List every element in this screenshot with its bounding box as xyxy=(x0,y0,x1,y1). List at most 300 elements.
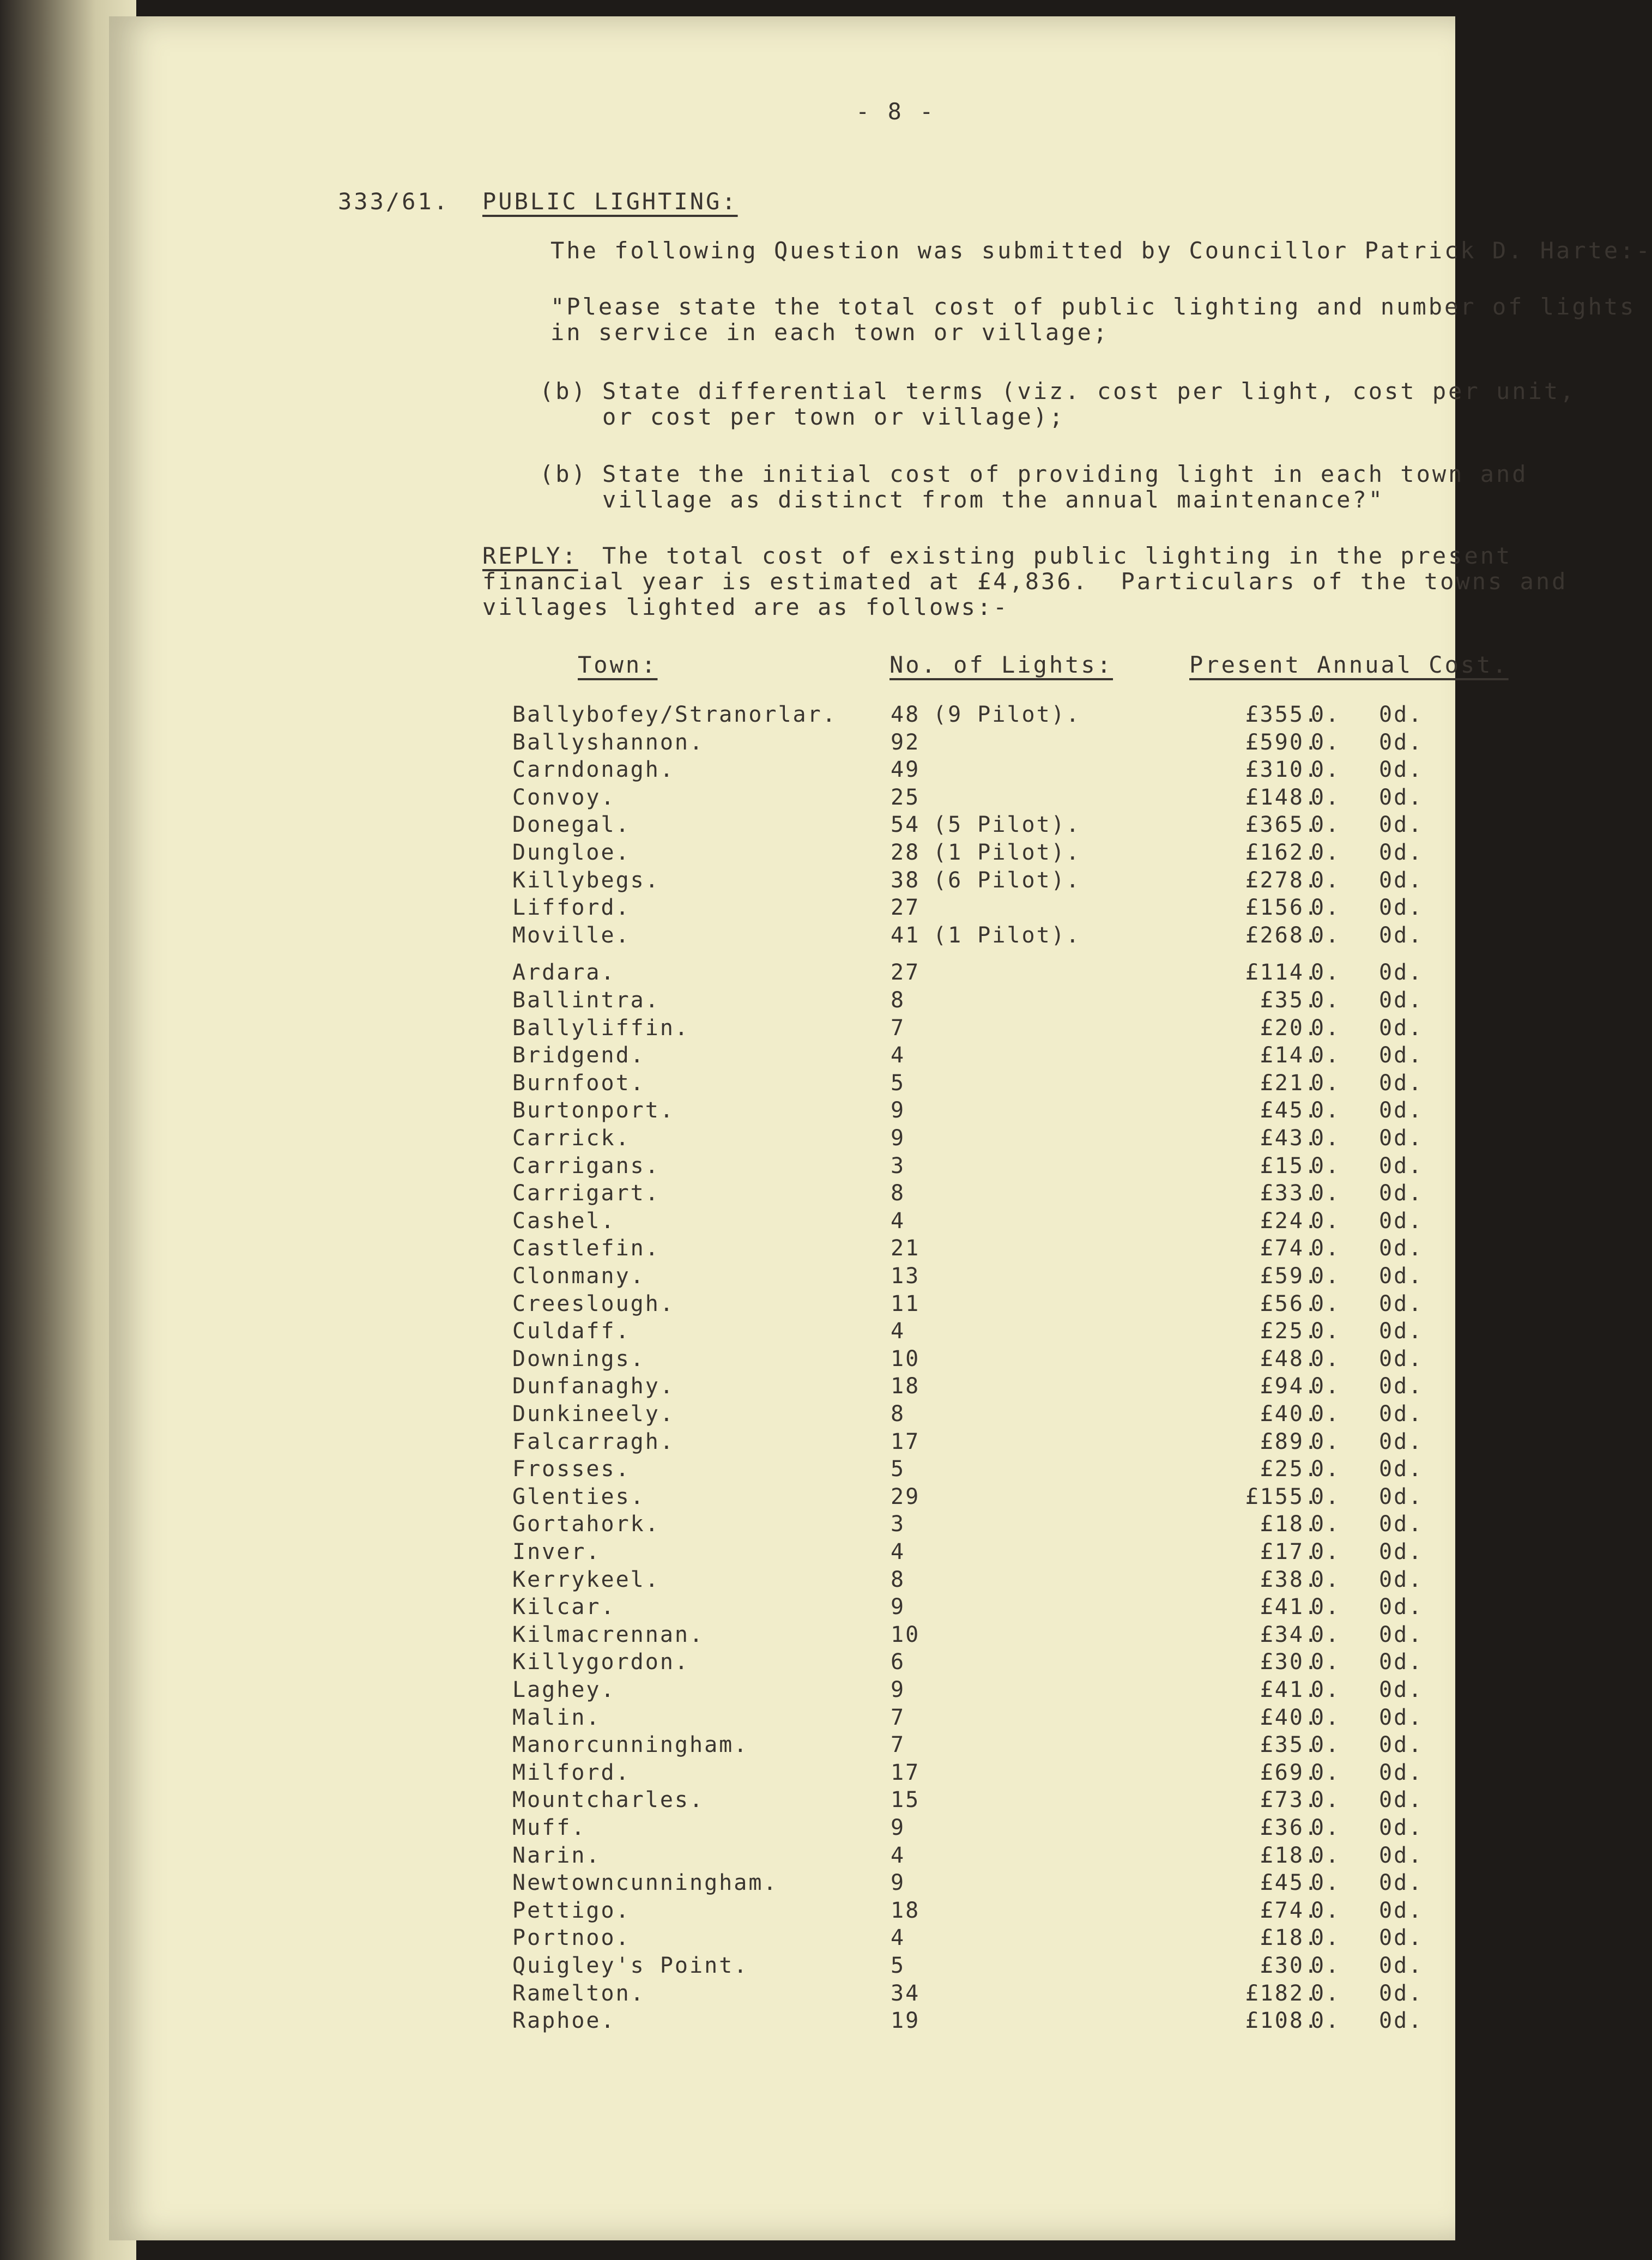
lights-cell: 9 xyxy=(891,1870,906,1896)
town-cell: Dunfanaghy. xyxy=(512,1374,675,1399)
cost-pounds-cell: £25. xyxy=(1260,1319,1319,1344)
lights-cell: 38 xyxy=(891,867,921,893)
cost-pounds-cell: £162. xyxy=(1245,840,1319,865)
lights-cell: 9 xyxy=(891,1126,906,1151)
cost-pence-cell: 0d. xyxy=(1379,1181,1424,1206)
cost-pounds-cell: £45. xyxy=(1260,1098,1319,1123)
lights-cell: 18 xyxy=(891,1898,921,1923)
cost-pence-cell: 0d. xyxy=(1379,1236,1424,1261)
cost-pence-cell: 0d. xyxy=(1379,1649,1424,1675)
lights-cell: 17 xyxy=(891,1429,921,1454)
town-cell: Dunkineely. xyxy=(512,1401,675,1427)
lights-cell: 48 xyxy=(891,702,921,727)
town-cell: Carrigans. xyxy=(512,1153,660,1179)
question-c-marker: (b) xyxy=(540,461,588,487)
cost-pence-cell: 0d. xyxy=(1379,1953,1424,1978)
town-cell: Ballyliffin. xyxy=(512,1015,689,1041)
reply-line1: The total cost of existing public lighting in the present xyxy=(602,542,1512,569)
table-row xyxy=(109,1594,1455,1622)
lights-cell: 11 xyxy=(891,1291,921,1316)
cost-shillings-cell: 0. xyxy=(1311,1925,1341,1951)
table-row xyxy=(109,840,1455,867)
cost-shillings-cell: 0. xyxy=(1311,1815,1341,1840)
cost-pence-cell: 0d. xyxy=(1379,1429,1424,1454)
lights-cell: 28 xyxy=(891,840,921,865)
pilot-note-cell: (6 Pilot). xyxy=(933,867,1081,893)
cost-pence-cell: 0d. xyxy=(1379,1374,1424,1399)
table-row xyxy=(109,1208,1455,1236)
town-cell: Ballintra. xyxy=(512,988,660,1013)
lights-cell: 8 xyxy=(891,988,906,1013)
cost-pence-cell: 0d. xyxy=(1379,867,1424,893)
cost-shillings-cell: 0. xyxy=(1311,1346,1341,1371)
table-row xyxy=(109,868,1455,895)
lights-cell: 8 xyxy=(891,1181,906,1206)
town-cell: Ballyshannon. xyxy=(512,729,705,755)
cost-pounds-cell: £94. xyxy=(1260,1374,1319,1399)
cost-pence-cell: 0d. xyxy=(1379,1043,1424,1068)
town-cell: Donegal. xyxy=(512,812,631,838)
lights-cell: 17 xyxy=(891,1760,921,1785)
cost-shillings-cell: 0. xyxy=(1311,1264,1341,1289)
lights-cell: 34 xyxy=(891,1980,921,2006)
town-cell: Moville. xyxy=(512,922,631,948)
lights-cell: 27 xyxy=(891,960,921,986)
town-cell: Killygordon. xyxy=(512,1649,689,1675)
table-row xyxy=(109,895,1455,922)
lights-cell: 4 xyxy=(891,1319,906,1344)
cost-shillings-cell: 0. xyxy=(1311,960,1341,986)
cost-pence-cell: 0d. xyxy=(1379,922,1424,948)
town-cell: Carrick. xyxy=(512,1126,631,1151)
cost-pence-cell: 0d. xyxy=(1379,1732,1424,1758)
town-cell: Narin. xyxy=(512,1842,601,1868)
town-cell: Burtonport. xyxy=(512,1098,675,1123)
lights-cell: 10 xyxy=(891,1346,921,1371)
table-row xyxy=(109,1153,1455,1181)
town-cell: Carndonagh. xyxy=(512,757,675,783)
section-heading: PUBLIC LIGHTING: xyxy=(482,188,738,215)
table-row xyxy=(109,1016,1455,1043)
cost-pence-cell: 0d. xyxy=(1379,1346,1424,1371)
cost-pence-cell: 0d. xyxy=(1379,1208,1424,1234)
question-a-line2: in service in each town or village; xyxy=(550,319,1110,346)
cost-pence-cell: 0d. xyxy=(1379,1815,1424,1840)
table-row xyxy=(109,785,1455,812)
lights-cell: 54 xyxy=(891,812,921,838)
table-row xyxy=(109,757,1455,784)
reply-line2: financial year is estimated at £4,836. Particulars of the towns and xyxy=(482,568,1568,595)
cost-pence-cell: 0d. xyxy=(1379,1787,1424,1813)
cost-shillings-cell: 0. xyxy=(1311,1677,1341,1702)
table-row xyxy=(109,702,1455,729)
cost-shillings-cell: 0. xyxy=(1311,1594,1341,1620)
cost-pence-cell: 0d. xyxy=(1379,1898,1424,1923)
cost-pounds-cell: £43. xyxy=(1260,1126,1319,1151)
cost-pounds-cell: £34. xyxy=(1260,1622,1319,1647)
cost-pounds-cell: £18. xyxy=(1260,1925,1319,1951)
town-cell: Kilmacrennan. xyxy=(512,1622,705,1647)
table-row xyxy=(109,1705,1455,1732)
table-row xyxy=(109,1098,1455,1125)
town-cell: Castlefin. xyxy=(512,1236,660,1261)
town-cell: Ramelton. xyxy=(512,1980,645,2006)
cost-pounds-cell: £73. xyxy=(1260,1787,1319,1813)
cost-pence-cell: 0d. xyxy=(1379,1539,1424,1564)
lights-cell: 7 xyxy=(891,1705,906,1730)
question-b-marker: (b) xyxy=(540,378,588,404)
cost-pounds-cell: £74. xyxy=(1260,1898,1319,1923)
cost-shillings-cell: 0. xyxy=(1311,1070,1341,1096)
lights-cell: 5 xyxy=(891,1953,906,1978)
table-row xyxy=(109,812,1455,839)
lights-cell: 41 xyxy=(891,922,921,948)
cost-shillings-cell: 0. xyxy=(1311,2008,1341,2034)
town-cell: Carrigart. xyxy=(512,1181,660,1206)
table-row xyxy=(109,2008,1455,2035)
table-row xyxy=(109,1071,1455,1098)
cost-pounds-cell: £33. xyxy=(1260,1181,1319,1206)
lights-cell: 18 xyxy=(891,1374,921,1399)
cost-shillings-cell: 0. xyxy=(1311,1401,1341,1427)
cost-shillings-cell: 0. xyxy=(1311,1457,1341,1482)
cost-pence-cell: 0d. xyxy=(1379,729,1424,755)
cost-shillings-cell: 0. xyxy=(1311,1429,1341,1454)
table-row xyxy=(109,1512,1455,1539)
table-row xyxy=(109,1898,1455,1925)
town-cell: Killybegs. xyxy=(512,867,660,893)
question-b-line1: State differential terms (viz. cost per light, cost per unit, xyxy=(602,378,1576,404)
cost-pounds-cell: £30. xyxy=(1260,1953,1319,1978)
table-row xyxy=(109,923,1455,950)
cost-shillings-cell: 0. xyxy=(1311,840,1341,865)
town-cell: Convoy. xyxy=(512,784,616,810)
cost-pence-cell: 0d. xyxy=(1379,1401,1424,1427)
minute-reference: 333/61. xyxy=(338,188,450,215)
cost-pence-cell: 0d. xyxy=(1379,1512,1424,1537)
cost-pounds-cell: £74. xyxy=(1260,1236,1319,1261)
table-row xyxy=(109,1539,1455,1567)
town-cell: Inver. xyxy=(512,1539,601,1564)
cost-pounds-cell: £45. xyxy=(1260,1870,1319,1896)
cost-shillings-cell: 0. xyxy=(1311,895,1341,921)
column-header-lights: No. of Lights: xyxy=(889,651,1114,678)
cost-shillings-cell: 0. xyxy=(1311,1705,1341,1730)
cost-shillings-cell: 0. xyxy=(1311,988,1341,1013)
lights-cell: 4 xyxy=(891,1842,906,1868)
cost-pounds-cell: £35. xyxy=(1260,988,1319,1013)
column-header-town: Town: xyxy=(578,651,658,678)
cost-pounds-cell: £35. xyxy=(1260,1732,1319,1758)
town-cell: Pettigo. xyxy=(512,1898,631,1923)
cost-shillings-cell: 0. xyxy=(1311,1732,1341,1758)
cost-pounds-cell: £21. xyxy=(1260,1070,1319,1096)
cost-shillings-cell: 0. xyxy=(1311,1898,1341,1923)
cost-pence-cell: 0d. xyxy=(1379,1291,1424,1316)
cost-pounds-cell: £155. xyxy=(1245,1484,1319,1509)
table-row xyxy=(109,1457,1455,1484)
cost-pence-cell: 0d. xyxy=(1379,1925,1424,1951)
cost-shillings-cell: 0. xyxy=(1311,922,1341,948)
cost-pence-cell: 0d. xyxy=(1379,2008,1424,2034)
cost-shillings-cell: 0. xyxy=(1311,1126,1341,1151)
town-cell: Burnfoot. xyxy=(512,1070,645,1096)
cost-shillings-cell: 0. xyxy=(1311,1512,1341,1537)
cost-pence-cell: 0d. xyxy=(1379,1980,1424,2006)
cost-shillings-cell: 0. xyxy=(1311,1319,1341,1344)
cost-pounds-cell: £278. xyxy=(1245,867,1319,893)
town-cell: Laghey. xyxy=(512,1677,616,1702)
table-row xyxy=(109,1843,1455,1870)
cost-shillings-cell: 0. xyxy=(1311,729,1341,755)
lights-cell: 13 xyxy=(891,1264,921,1289)
lights-cell: 21 xyxy=(891,1236,921,1261)
table-row xyxy=(109,1567,1455,1594)
town-cell: Newtowncunningham. xyxy=(512,1870,778,1896)
pilot-note-cell: (9 Pilot). xyxy=(933,702,1081,727)
lights-cell: 25 xyxy=(891,784,921,810)
table-row xyxy=(109,1043,1455,1070)
table-row xyxy=(109,1677,1455,1705)
cost-pounds-cell: £20. xyxy=(1260,1015,1319,1041)
cost-shillings-cell: 0. xyxy=(1311,1043,1341,1068)
cost-shillings-cell: 0. xyxy=(1311,1567,1341,1592)
pilot-note-cell: (5 Pilot). xyxy=(933,812,1081,838)
cost-shillings-cell: 0. xyxy=(1311,1953,1341,1978)
table-row xyxy=(109,1264,1455,1291)
cost-pence-cell: 0d. xyxy=(1379,960,1424,986)
cost-pence-cell: 0d. xyxy=(1379,812,1424,838)
cost-pence-cell: 0d. xyxy=(1379,1015,1424,1041)
town-cell: Lifford. xyxy=(512,895,631,921)
cost-pounds-cell: £30. xyxy=(1260,1649,1319,1675)
cost-shillings-cell: 0. xyxy=(1311,1374,1341,1399)
cost-pounds-cell: £36. xyxy=(1260,1815,1319,1840)
cost-pounds-cell: £365. xyxy=(1245,812,1319,838)
cost-pounds-cell: £310. xyxy=(1245,757,1319,783)
reply-label: REPLY: xyxy=(482,542,578,569)
cost-pounds-cell: £40. xyxy=(1260,1705,1319,1730)
lights-cell: 9 xyxy=(891,1098,906,1123)
cost-pounds-cell: £182. xyxy=(1245,1980,1319,2006)
table-row xyxy=(109,1649,1455,1677)
table-row xyxy=(109,1401,1455,1429)
cost-pence-cell: 0d. xyxy=(1379,1760,1424,1785)
lights-cell: 4 xyxy=(891,1539,906,1564)
lights-cell: 7 xyxy=(891,1015,906,1041)
lights-cell: 27 xyxy=(891,895,921,921)
cost-shillings-cell: 0. xyxy=(1311,1484,1341,1509)
cost-shillings-cell: 0. xyxy=(1311,1787,1341,1813)
cost-pence-cell: 0d. xyxy=(1379,1622,1424,1647)
cost-pence-cell: 0d. xyxy=(1379,757,1424,783)
town-cell: Ballybofey/Stranorlar. xyxy=(512,702,837,727)
lights-cell: 15 xyxy=(891,1787,921,1813)
cost-shillings-cell: 0. xyxy=(1311,1181,1341,1206)
table-row xyxy=(109,1126,1455,1153)
table-row xyxy=(109,1622,1455,1649)
table-row xyxy=(109,1374,1455,1401)
lights-cell: 9 xyxy=(891,1594,906,1620)
table-row xyxy=(109,1870,1455,1898)
town-cell: Milford. xyxy=(512,1760,631,1785)
lights-cell: 9 xyxy=(891,1815,906,1840)
town-cell: Clonmany. xyxy=(512,1264,645,1289)
cost-pounds-cell: £18. xyxy=(1260,1842,1319,1868)
cost-shillings-cell: 0. xyxy=(1311,867,1341,893)
table-row xyxy=(109,1236,1455,1263)
cost-pounds-cell: £17. xyxy=(1260,1539,1319,1564)
cost-pence-cell: 0d. xyxy=(1379,1677,1424,1702)
cost-pounds-cell: £48. xyxy=(1260,1346,1319,1371)
question-c-line2: village as distinct from the annual maintenance?" xyxy=(602,486,1385,513)
cost-pence-cell: 0d. xyxy=(1379,1457,1424,1482)
question-a-line1: "Please state the total cost of public lighting and number of lights xyxy=(550,293,1636,320)
cost-pounds-cell: £56. xyxy=(1260,1291,1319,1316)
lights-cell: 5 xyxy=(891,1070,906,1096)
table-row xyxy=(109,1429,1455,1457)
cost-pounds-cell: £18. xyxy=(1260,1512,1319,1537)
lights-cell: 19 xyxy=(891,2008,921,2034)
cost-pounds-cell: £41. xyxy=(1260,1594,1319,1620)
cost-shillings-cell: 0. xyxy=(1311,1842,1341,1868)
cost-pence-cell: 0d. xyxy=(1379,1567,1424,1592)
lights-cell: 92 xyxy=(891,729,921,755)
town-cell: Downings. xyxy=(512,1346,645,1371)
cost-shillings-cell: 0. xyxy=(1311,812,1341,838)
town-cell: Cashel. xyxy=(512,1208,616,1234)
town-cell: Kerrykeel. xyxy=(512,1567,660,1592)
cost-shillings-cell: 0. xyxy=(1311,1980,1341,2006)
pilot-note-cell: (1 Pilot). xyxy=(933,840,1081,865)
cost-shillings-cell: 0. xyxy=(1311,757,1341,783)
cost-shillings-cell: 0. xyxy=(1311,1622,1341,1647)
cost-pence-cell: 0d. xyxy=(1379,988,1424,1013)
question-intro: The following Question was submitted by Councillor Patrick D. Harte:- xyxy=(550,237,1652,264)
reply-line3: villages lighted are as follows:- xyxy=(482,594,1009,620)
cost-pence-cell: 0d. xyxy=(1379,1484,1424,1509)
cost-pence-cell: 0d. xyxy=(1379,1870,1424,1896)
lights-cell: 3 xyxy=(891,1512,906,1537)
town-cell: Portnoo. xyxy=(512,1925,631,1951)
cost-shillings-cell: 0. xyxy=(1311,1015,1341,1041)
lights-cell: 4 xyxy=(891,1925,906,1951)
table-row xyxy=(109,730,1455,757)
cost-pence-cell: 0d. xyxy=(1379,1842,1424,1868)
table-row xyxy=(109,1925,1455,1953)
cost-pounds-cell: £41. xyxy=(1260,1677,1319,1702)
cost-pounds-cell: £590. xyxy=(1245,729,1319,755)
cost-pounds-cell: £14. xyxy=(1260,1043,1319,1068)
lights-cell: 8 xyxy=(891,1567,906,1592)
cost-pence-cell: 0d. xyxy=(1379,1126,1424,1151)
cost-pounds-cell: £114. xyxy=(1245,960,1319,986)
town-cell: Malin. xyxy=(512,1705,601,1730)
table-row xyxy=(109,1484,1455,1512)
table-row xyxy=(109,1815,1455,1842)
question-b-line2: or cost per town or village); xyxy=(602,403,1066,430)
cost-pounds-cell: £355. xyxy=(1245,702,1319,727)
cost-pounds-cell: £89. xyxy=(1260,1429,1319,1454)
cost-pence-cell: 0d. xyxy=(1379,702,1424,727)
town-cell: Mountcharles. xyxy=(512,1787,705,1813)
cost-pence-cell: 0d. xyxy=(1379,1319,1424,1344)
pilot-note-cell: (1 Pilot). xyxy=(933,922,1081,948)
table-row xyxy=(109,1787,1455,1815)
lights-cell: 29 xyxy=(891,1484,921,1509)
cost-shillings-cell: 0. xyxy=(1311,702,1341,727)
town-cell: Muff. xyxy=(512,1815,586,1840)
cost-pounds-cell: £69. xyxy=(1260,1760,1319,1785)
cost-shillings-cell: 0. xyxy=(1311,1870,1341,1896)
cost-pounds-cell: £148. xyxy=(1245,784,1319,810)
cost-shillings-cell: 0. xyxy=(1311,1153,1341,1179)
lights-cell: 10 xyxy=(891,1622,921,1647)
cost-shillings-cell: 0. xyxy=(1311,1760,1341,1785)
town-cell: Ardara. xyxy=(512,960,616,986)
lights-cell: 3 xyxy=(891,1153,906,1179)
cost-shillings-cell: 0. xyxy=(1311,1208,1341,1234)
table-row xyxy=(109,1319,1455,1346)
town-cell: Bridgend. xyxy=(512,1043,645,1068)
lights-cell: 4 xyxy=(891,1208,906,1234)
cost-pounds-cell: £24. xyxy=(1260,1208,1319,1234)
table-row xyxy=(109,1291,1455,1319)
town-cell: Glenties. xyxy=(512,1484,645,1509)
cost-pence-cell: 0d. xyxy=(1379,840,1424,865)
cost-pounds-cell: £268. xyxy=(1245,922,1319,948)
cost-pence-cell: 0d. xyxy=(1379,1594,1424,1620)
table-row xyxy=(109,960,1455,987)
lights-cell: 9 xyxy=(891,1677,906,1702)
cost-shillings-cell: 0. xyxy=(1311,1649,1341,1675)
town-cell: Culdaff. xyxy=(512,1319,631,1344)
page-number: - 8 - xyxy=(856,98,936,125)
table-row xyxy=(109,1181,1455,1208)
town-cell: Dungloe. xyxy=(512,840,631,865)
town-cell: Frosses. xyxy=(512,1457,631,1482)
cost-pence-cell: 0d. xyxy=(1379,1705,1424,1730)
column-header-cost: Present Annual Cost. xyxy=(1189,651,1509,678)
lights-cell: 8 xyxy=(891,1401,906,1427)
cost-shillings-cell: 0. xyxy=(1311,1539,1341,1564)
cost-shillings-cell: 0. xyxy=(1311,1098,1341,1123)
table-row xyxy=(109,1760,1455,1787)
cost-pence-cell: 0d. xyxy=(1379,1153,1424,1179)
lights-cell: 6 xyxy=(891,1649,906,1675)
cost-pounds-cell: £40. xyxy=(1260,1401,1319,1427)
cost-pence-cell: 0d. xyxy=(1379,1098,1424,1123)
cost-pounds-cell: £156. xyxy=(1245,895,1319,921)
question-c-line1: State the initial cost of providing light in each town and xyxy=(602,461,1528,487)
table-row xyxy=(109,1981,1455,2008)
table-row xyxy=(109,1346,1455,1374)
cost-pounds-cell: £108. xyxy=(1245,2008,1319,2034)
table-row xyxy=(109,1732,1455,1760)
cost-pounds-cell: £15. xyxy=(1260,1153,1319,1179)
cost-pence-cell: 0d. xyxy=(1379,895,1424,921)
lights-cell: 7 xyxy=(891,1732,906,1758)
cost-pence-cell: 0d. xyxy=(1379,784,1424,810)
town-cell: Manorcunningham. xyxy=(512,1732,749,1758)
table-row xyxy=(109,1953,1455,1980)
cost-shillings-cell: 0. xyxy=(1311,1236,1341,1261)
cost-shillings-cell: 0. xyxy=(1311,1291,1341,1316)
lights-cell: 4 xyxy=(891,1043,906,1068)
town-cell: Raphoe. xyxy=(512,2008,616,2034)
lights-cell: 49 xyxy=(891,757,921,783)
cost-pounds-cell: £25. xyxy=(1260,1457,1319,1482)
